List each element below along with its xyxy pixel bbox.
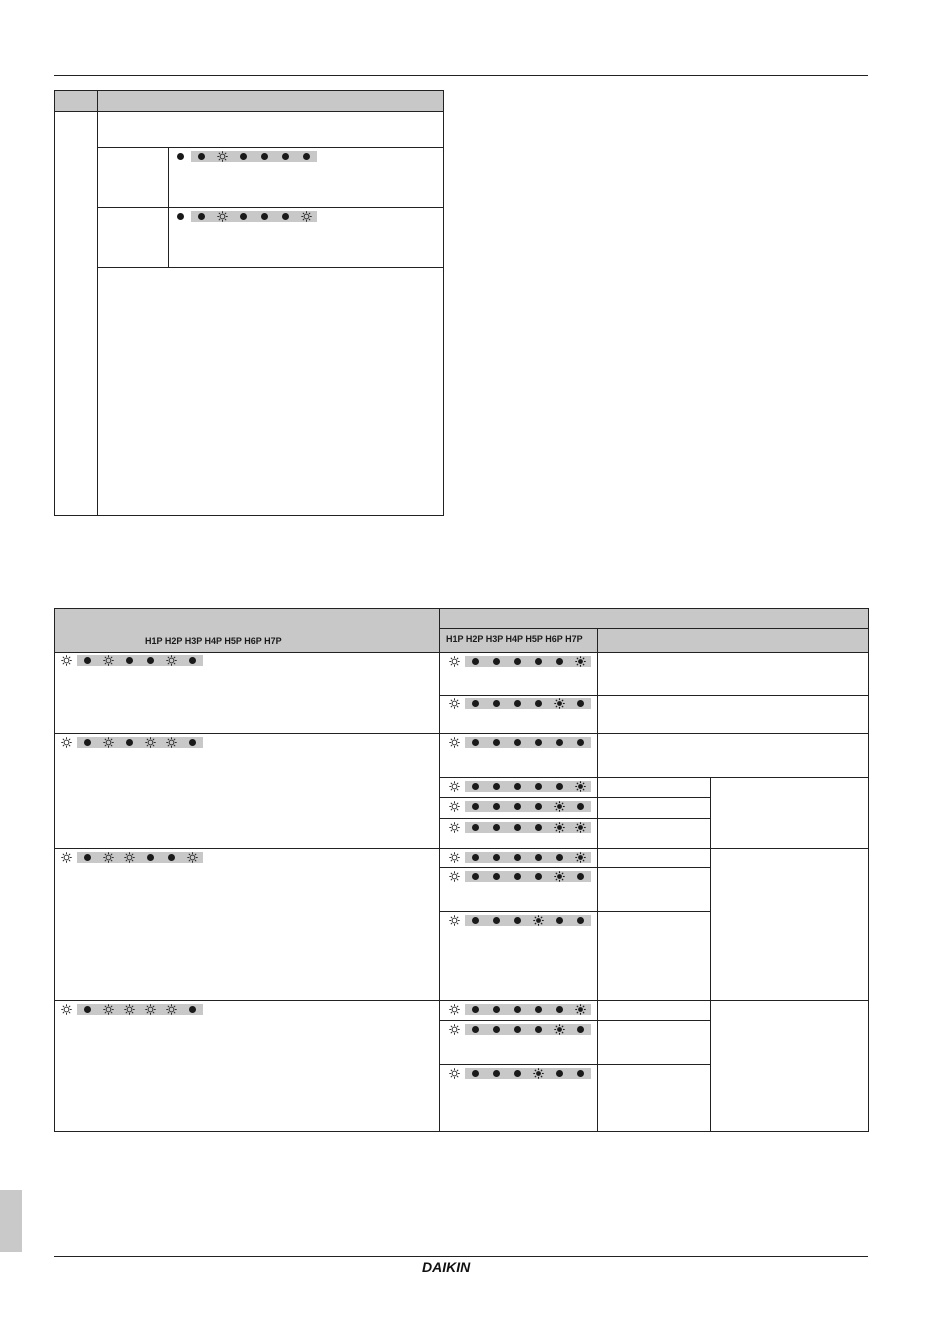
led-blink-icon <box>449 1024 460 1035</box>
led-blink-icon <box>449 915 460 926</box>
group-1-sub-1-led <box>444 656 591 667</box>
led-h7p <box>182 852 203 863</box>
led-blink-icon <box>61 1004 72 1015</box>
led-h6p <box>549 801 570 812</box>
led-on-icon <box>556 658 563 665</box>
led-h7p <box>570 781 591 792</box>
led-h2p <box>465 822 486 833</box>
group-4-sub-1-led <box>444 1004 591 1015</box>
led-h6p <box>549 1024 570 1035</box>
led-on-icon <box>535 739 542 746</box>
led-on-icon <box>514 803 521 810</box>
led-on-icon <box>535 854 542 861</box>
led-on-icon <box>282 153 289 160</box>
led-h2p <box>191 151 212 162</box>
led-on-icon <box>472 658 479 665</box>
led-h1p <box>444 852 465 863</box>
led-on-icon <box>514 824 521 831</box>
led-h6p <box>549 1004 570 1015</box>
led-on-icon <box>84 739 91 746</box>
led-h3p <box>486 852 507 863</box>
led-on-icon <box>493 854 500 861</box>
led-h1p <box>56 737 77 748</box>
led-on-icon <box>514 1006 521 1013</box>
led-h5p <box>528 698 549 709</box>
led-h7p <box>570 852 591 863</box>
led-h2p <box>465 915 486 926</box>
led-fast-blink-icon <box>575 656 586 667</box>
led-on-icon <box>472 854 479 861</box>
led-blink-icon <box>166 1004 177 1015</box>
led-h2p <box>465 852 486 863</box>
led-on-icon <box>535 658 542 665</box>
led-blink-icon <box>166 655 177 666</box>
led-h6p <box>549 737 570 748</box>
led-h2p <box>77 852 98 863</box>
led-blink-icon <box>124 852 135 863</box>
group-2-sub-4-led <box>444 822 591 833</box>
led-on-icon <box>577 873 584 880</box>
led-h6p <box>161 1004 182 1015</box>
led-h7p <box>182 655 203 666</box>
led-on-icon <box>577 700 584 707</box>
led-on-icon <box>472 873 479 880</box>
led-h4p <box>507 822 528 833</box>
led-on-icon <box>535 1026 542 1033</box>
led-on-icon <box>514 1026 521 1033</box>
led-h4p <box>507 871 528 882</box>
led-blink-icon <box>449 801 460 812</box>
logo-text: DAIKIN <box>422 1259 471 1275</box>
led-on-icon <box>198 213 205 220</box>
led-h4p <box>233 151 254 162</box>
led-on-icon <box>126 657 133 664</box>
led-h3p <box>486 737 507 748</box>
led-h2p <box>465 1004 486 1015</box>
led-h3p <box>486 915 507 926</box>
led-h1p <box>444 781 465 792</box>
led-h6p <box>549 656 570 667</box>
led-blink-icon <box>145 737 156 748</box>
led-h4p <box>507 915 528 926</box>
group-2-led-pattern <box>56 737 203 748</box>
led-on-icon <box>493 658 500 665</box>
led-h5p <box>528 781 549 792</box>
led-on-icon <box>147 657 154 664</box>
led-on-icon <box>535 873 542 880</box>
led-blink-icon <box>449 737 460 748</box>
led-on-icon <box>189 657 196 664</box>
led-h7p <box>570 1068 591 1079</box>
group-3-sub-2-led <box>444 871 591 882</box>
led-blink-icon <box>61 737 72 748</box>
led-on-icon <box>556 739 563 746</box>
led-h3p <box>486 822 507 833</box>
led-h6p <box>549 781 570 792</box>
led-blink-icon <box>124 1004 135 1015</box>
led-h1p <box>444 801 465 812</box>
group-4-sub-2-led <box>444 1024 591 1035</box>
led-on-icon <box>577 917 584 924</box>
led-h6p <box>275 211 296 222</box>
led-on-icon <box>514 854 521 861</box>
led-on-icon <box>261 153 268 160</box>
led-blink-icon <box>449 871 460 882</box>
right-led-header: H1P H2P H3P H4P H5P H6P H7P <box>446 634 583 644</box>
led-fast-blink-icon <box>554 871 565 882</box>
led-h5p <box>528 737 549 748</box>
led-on-icon <box>472 824 479 831</box>
led-h3p <box>98 737 119 748</box>
led-h5p <box>528 1024 549 1035</box>
led-h2p <box>465 698 486 709</box>
led-h7p <box>570 737 591 748</box>
led-h7p <box>570 656 591 667</box>
led-h7p <box>570 915 591 926</box>
led-on-icon <box>189 1006 196 1013</box>
led-blink-icon <box>449 1004 460 1015</box>
side-tab-marker <box>0 1190 22 1252</box>
led-on-icon <box>535 700 542 707</box>
led-on-icon <box>472 700 479 707</box>
led-h1p <box>444 737 465 748</box>
led-h4p <box>119 852 140 863</box>
led-h2p <box>465 656 486 667</box>
led-fast-blink-icon <box>575 1004 586 1015</box>
led-h1p <box>444 822 465 833</box>
led-blink-icon <box>166 737 177 748</box>
led-h5p <box>528 822 549 833</box>
led-h5p <box>140 852 161 863</box>
led-h5p <box>254 151 275 162</box>
led-h4p <box>507 781 528 792</box>
led-h2p <box>465 781 486 792</box>
led-h4p <box>507 698 528 709</box>
group-2-sub-1-led <box>444 737 591 748</box>
led-h3p <box>486 1004 507 1015</box>
top-led-row-1 <box>170 151 317 162</box>
led-h3p <box>486 801 507 812</box>
group-1-led-pattern <box>56 655 203 666</box>
led-blink-icon <box>217 211 228 222</box>
led-on-icon <box>514 873 521 880</box>
led-blink-icon <box>301 211 312 222</box>
led-fast-blink-icon <box>533 1068 544 1079</box>
led-on-icon <box>493 700 500 707</box>
led-blink-icon <box>103 1004 114 1015</box>
led-h5p <box>140 737 161 748</box>
led-fast-blink-icon <box>575 781 586 792</box>
led-h1p <box>56 852 77 863</box>
led-on-icon <box>556 917 563 924</box>
led-h4p <box>507 1024 528 1035</box>
led-on-icon <box>84 1006 91 1013</box>
led-h2p <box>465 871 486 882</box>
led-blink-icon <box>187 852 198 863</box>
led-h6p <box>549 852 570 863</box>
led-on-icon <box>493 917 500 924</box>
led-blink-icon <box>145 1004 156 1015</box>
group-3-sub-3-led <box>444 915 591 926</box>
led-on-icon <box>472 803 479 810</box>
led-h1p <box>444 1068 465 1079</box>
led-h5p <box>528 801 549 812</box>
led-h5p <box>528 852 549 863</box>
led-h5p <box>528 1004 549 1015</box>
group-4-led-pattern <box>56 1004 203 1015</box>
led-h7p <box>570 1024 591 1035</box>
led-on-icon <box>472 783 479 790</box>
led-h7p <box>570 871 591 882</box>
led-h2p <box>465 1024 486 1035</box>
led-h2p <box>465 737 486 748</box>
led-h2p <box>77 1004 98 1015</box>
led-blink-icon <box>61 852 72 863</box>
group-2-sub-3-led <box>444 801 591 812</box>
led-on-icon <box>514 917 521 924</box>
led-h1p <box>444 656 465 667</box>
led-h5p <box>254 211 275 222</box>
led-h1p <box>444 1024 465 1035</box>
led-on-icon <box>535 783 542 790</box>
top-table-header <box>54 90 444 111</box>
led-fast-blink-icon <box>554 801 565 812</box>
led-on-icon <box>514 658 521 665</box>
led-fast-blink-icon <box>554 1024 565 1035</box>
led-on-icon <box>556 783 563 790</box>
led-blink-icon <box>103 655 114 666</box>
footer-rule <box>54 1256 868 1257</box>
led-on-icon <box>535 803 542 810</box>
group-1-sub-2-led <box>444 698 591 709</box>
led-on-icon <box>472 1070 479 1077</box>
led-h4p <box>507 852 528 863</box>
left-led-header: H1P H2P H3P H4P H5P H6P H7P <box>145 636 282 646</box>
led-on-icon <box>147 854 154 861</box>
led-on-icon <box>577 739 584 746</box>
led-h5p <box>528 915 549 926</box>
led-on-icon <box>514 700 521 707</box>
led-h7p <box>296 211 317 222</box>
led-on-icon <box>493 803 500 810</box>
led-on-icon <box>493 1026 500 1033</box>
led-h1p <box>444 1004 465 1015</box>
led-h1p <box>170 151 191 162</box>
led-on-icon <box>493 824 500 831</box>
led-on-icon <box>177 213 184 220</box>
led-on-icon <box>493 783 500 790</box>
led-on-icon <box>514 739 521 746</box>
led-on-icon <box>577 803 584 810</box>
led-h6p <box>161 737 182 748</box>
led-h6p <box>549 822 570 833</box>
led-h6p <box>549 915 570 926</box>
led-blink-icon <box>449 781 460 792</box>
led-on-icon <box>84 854 91 861</box>
led-on-icon <box>577 1070 584 1077</box>
led-h5p <box>528 1068 549 1079</box>
top-led-row-2 <box>170 211 317 222</box>
led-h6p <box>549 698 570 709</box>
led-h3p <box>98 655 119 666</box>
led-h4p <box>507 801 528 812</box>
led-h1p <box>56 655 77 666</box>
led-on-icon <box>177 153 184 160</box>
led-h6p <box>161 655 182 666</box>
led-h3p <box>486 1024 507 1035</box>
led-on-icon <box>493 739 500 746</box>
led-fast-blink-icon <box>554 822 565 833</box>
led-h1p <box>170 211 191 222</box>
led-h1p <box>56 1004 77 1015</box>
led-on-icon <box>198 153 205 160</box>
led-h3p <box>486 698 507 709</box>
group-2-sub-2-led <box>444 781 591 792</box>
led-h2p <box>77 655 98 666</box>
led-on-icon <box>493 873 500 880</box>
led-h3p <box>486 871 507 882</box>
led-on-icon <box>472 739 479 746</box>
led-h6p <box>549 871 570 882</box>
bottom-right-header <box>440 608 869 652</box>
led-on-icon <box>472 1026 479 1033</box>
led-on-icon <box>303 153 310 160</box>
led-on-icon <box>577 1026 584 1033</box>
led-on-icon <box>282 213 289 220</box>
led-blink-icon <box>449 698 460 709</box>
led-h7p <box>296 151 317 162</box>
led-on-icon <box>472 1006 479 1013</box>
led-blink-icon <box>449 822 460 833</box>
led-h3p <box>98 852 119 863</box>
led-h2p <box>465 801 486 812</box>
led-h3p <box>486 656 507 667</box>
led-fast-blink-icon <box>554 698 565 709</box>
led-h6p <box>161 852 182 863</box>
led-on-icon <box>84 657 91 664</box>
led-on-icon <box>472 917 479 924</box>
led-h4p <box>507 656 528 667</box>
led-h3p <box>212 211 233 222</box>
led-on-icon <box>240 153 247 160</box>
led-h7p <box>182 737 203 748</box>
led-on-icon <box>261 213 268 220</box>
led-on-icon <box>556 1006 563 1013</box>
led-h5p <box>528 656 549 667</box>
group-3-led-pattern <box>56 852 203 863</box>
led-blink-icon <box>103 852 114 863</box>
header-rule <box>54 75 868 76</box>
led-blink-icon <box>217 151 228 162</box>
led-h7p <box>570 822 591 833</box>
led-h6p <box>275 151 296 162</box>
led-on-icon <box>189 739 196 746</box>
led-on-icon <box>493 1070 500 1077</box>
led-blink-icon <box>449 852 460 863</box>
group-4-sub-3-led <box>444 1068 591 1079</box>
led-on-icon <box>126 739 133 746</box>
led-h5p <box>140 1004 161 1015</box>
led-blink-icon <box>449 656 460 667</box>
led-h2p <box>77 737 98 748</box>
led-h4p <box>507 1004 528 1015</box>
led-h7p <box>570 801 591 812</box>
led-blink-icon <box>61 655 72 666</box>
led-h3p <box>486 781 507 792</box>
led-blink-icon <box>449 1068 460 1079</box>
led-h3p <box>212 151 233 162</box>
led-on-icon <box>535 824 542 831</box>
led-h2p <box>191 211 212 222</box>
led-on-icon <box>168 854 175 861</box>
led-h4p <box>119 737 140 748</box>
led-h4p <box>233 211 254 222</box>
led-on-icon <box>514 1070 521 1077</box>
led-h3p <box>486 1068 507 1079</box>
group-3-sub-1-led <box>444 852 591 863</box>
led-h3p <box>98 1004 119 1015</box>
led-h5p <box>528 871 549 882</box>
led-h2p <box>465 1068 486 1079</box>
led-fast-blink-icon <box>575 822 586 833</box>
led-fast-blink-icon <box>575 852 586 863</box>
led-h7p <box>570 698 591 709</box>
led-h4p <box>507 1068 528 1079</box>
led-h4p <box>119 655 140 666</box>
led-h7p <box>570 1004 591 1015</box>
led-h1p <box>444 915 465 926</box>
daikin-logo <box>420 1258 504 1276</box>
led-fast-blink-icon <box>533 915 544 926</box>
led-h5p <box>140 655 161 666</box>
led-on-icon <box>535 1006 542 1013</box>
led-on-icon <box>556 854 563 861</box>
led-h4p <box>119 1004 140 1015</box>
led-blink-icon <box>103 737 114 748</box>
led-on-icon <box>556 1070 563 1077</box>
led-on-icon <box>493 1006 500 1013</box>
led-h1p <box>444 871 465 882</box>
led-h4p <box>507 737 528 748</box>
led-h1p <box>444 698 465 709</box>
led-on-icon <box>240 213 247 220</box>
led-h7p <box>182 1004 203 1015</box>
led-on-icon <box>514 783 521 790</box>
led-h6p <box>549 1068 570 1079</box>
